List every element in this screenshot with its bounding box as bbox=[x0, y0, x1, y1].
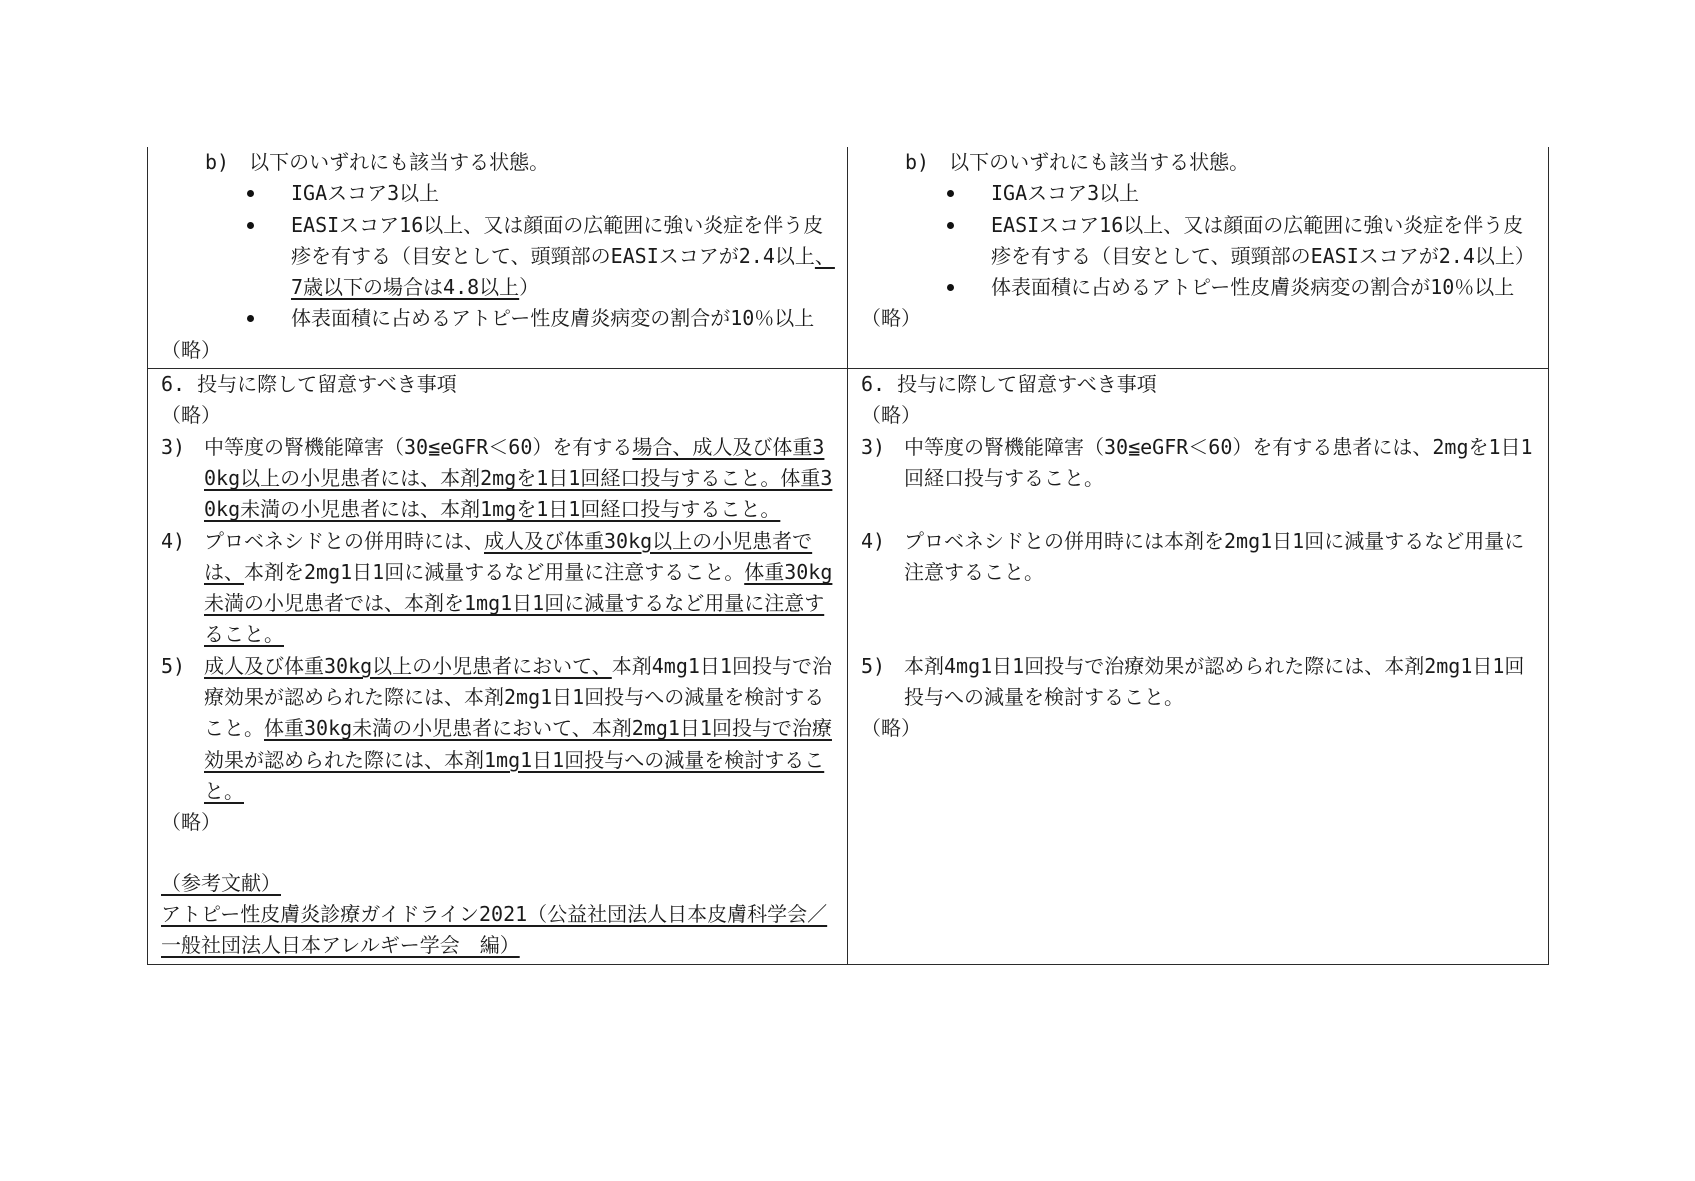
item-text: 中等度の腎機能障害（30≦eGFR＜60）を有する bbox=[204, 434, 633, 459]
omitted-marker: （略） bbox=[861, 306, 921, 331]
omitted-marker: （略） bbox=[861, 716, 921, 741]
left-cell-precautions bbox=[148, 369, 848, 965]
bullet-text: 体表面積に占めるアトピー性皮膚炎病変の割合が10％以上 bbox=[991, 275, 1515, 300]
item-text: プロベネシドとの併用時には本剤を2mg1日1回に減量するなど用量に注意すること。 bbox=[904, 528, 1525, 584]
item-text: 本剤を2mg1日1回に減量するなど用量に注意すること。 bbox=[244, 559, 745, 584]
item-number: 5) bbox=[861, 653, 886, 678]
omitted-marker: （略） bbox=[861, 403, 921, 428]
item-4 bbox=[161, 526, 835, 651]
condition-b-text: 以下のいずれにも該当する状態。 bbox=[949, 150, 1250, 174]
revised-text: 体重30kg未満の小児患者において、本剤2mg1日1回投与で治療効果が認められた際には、本剤1mg1日1回投与への減量を検討すること。 bbox=[204, 716, 832, 803]
list-item bbox=[291, 178, 835, 209]
section-title: 6. 投与に際して留意すべき事項 bbox=[861, 372, 1157, 397]
condition-bullet-list bbox=[861, 178, 1536, 303]
bullet-text: EASIスコア16以上、又は顔面の広範囲に強い炎症を伴う皮疹を有する（目安として、頭頸部のEASIスコアが2.4以上） bbox=[991, 212, 1535, 268]
omitted-marker: （略） bbox=[161, 337, 221, 362]
revised-text: 場合、成人及び体重30kg以上の小児患者には、本剤2mgを1日1回経口投与すること。体重30kg未満の小児患者には、本剤1mgを1日1回経口投与すること。 bbox=[204, 434, 833, 522]
condition-b-label: b) bbox=[905, 150, 930, 174]
revised-text: 成人及び体重30kg以上の小児患者において、 bbox=[204, 653, 612, 678]
left-cell-conditions bbox=[148, 147, 848, 369]
reference-text: アトピー性皮膚炎診療ガイドライン2021（公益社団法人日本皮膚科学会／一般社団法人日本アレルギー学会 編） bbox=[161, 901, 828, 958]
item-5 bbox=[861, 651, 1536, 714]
list-item bbox=[991, 178, 1536, 209]
bullet-text: 体表面積に占めるアトピー性皮膚炎病変の割合が10％以上 bbox=[291, 306, 815, 331]
item-3 bbox=[161, 432, 835, 526]
item-text: プロベネシドとの併用時には、 bbox=[204, 528, 484, 553]
revised-text: 体重30kg未満の小児患者では、本剤を1mg1日1回に減量するなど用量に注意すること。 bbox=[204, 559, 833, 647]
bullet-text: EASIスコア16以上、又は顔面の広範囲に強い炎症を伴う皮疹を有する（目安として、頭頸部のEASIスコアが2.4以上 bbox=[291, 212, 824, 268]
item-number: 3) bbox=[161, 434, 186, 459]
revised-text: 、7歳以下の場合は4.8以上 bbox=[291, 243, 835, 300]
table-row bbox=[148, 369, 1549, 965]
list-item bbox=[991, 210, 1536, 273]
list-item bbox=[991, 272, 1536, 303]
item-text: 本剤4mg1日1回投与で治療効果が認められた際には、本剤2mg1日1回投与への減量を検討すること。 bbox=[204, 653, 832, 741]
bullet-text: IGAスコア3以上 bbox=[291, 181, 440, 206]
item-number: 5) bbox=[161, 653, 186, 678]
item-number: 4) bbox=[861, 528, 886, 553]
item-3 bbox=[861, 432, 1536, 526]
right-cell-precautions bbox=[848, 369, 1549, 965]
bullet-text: ） bbox=[519, 275, 540, 300]
item-text: 中等度の腎機能障害（30≦eGFR＜60）を有する患者には、2mgを1日1回経口投与すること。 bbox=[904, 434, 1533, 490]
omitted-marker: （略） bbox=[161, 403, 221, 428]
revised-text: 成人及び体重30kg以上の小児患者では、 bbox=[204, 528, 813, 584]
condition-b bbox=[861, 147, 1536, 178]
condition-b bbox=[161, 147, 835, 178]
item-number: 4) bbox=[161, 528, 186, 553]
bullet-text: IGAスコア3以上 bbox=[991, 181, 1140, 206]
list-item bbox=[291, 303, 835, 334]
condition-b-label: b) bbox=[205, 150, 230, 174]
comparison-table bbox=[147, 147, 1549, 965]
condition-bullet-list bbox=[161, 178, 835, 334]
condition-b-text: 以下のいずれにも該当する状態。 bbox=[249, 150, 550, 174]
list-item bbox=[291, 210, 835, 304]
omitted-marker: （略） bbox=[161, 810, 221, 835]
table-row bbox=[148, 147, 1549, 369]
section-title: 6. 投与に際して留意すべき事項 bbox=[161, 372, 457, 397]
item-text: 本剤4mg1日1回投与で治療効果が認められた際には、本剤2mg1日1回投与への減量を検討すること。 bbox=[904, 653, 1525, 710]
right-cell-conditions bbox=[848, 147, 1549, 369]
reference-title: （参考文献） bbox=[161, 870, 281, 895]
item-4 bbox=[861, 526, 1536, 651]
item-number: 3) bbox=[861, 434, 886, 459]
item-5 bbox=[161, 651, 835, 807]
